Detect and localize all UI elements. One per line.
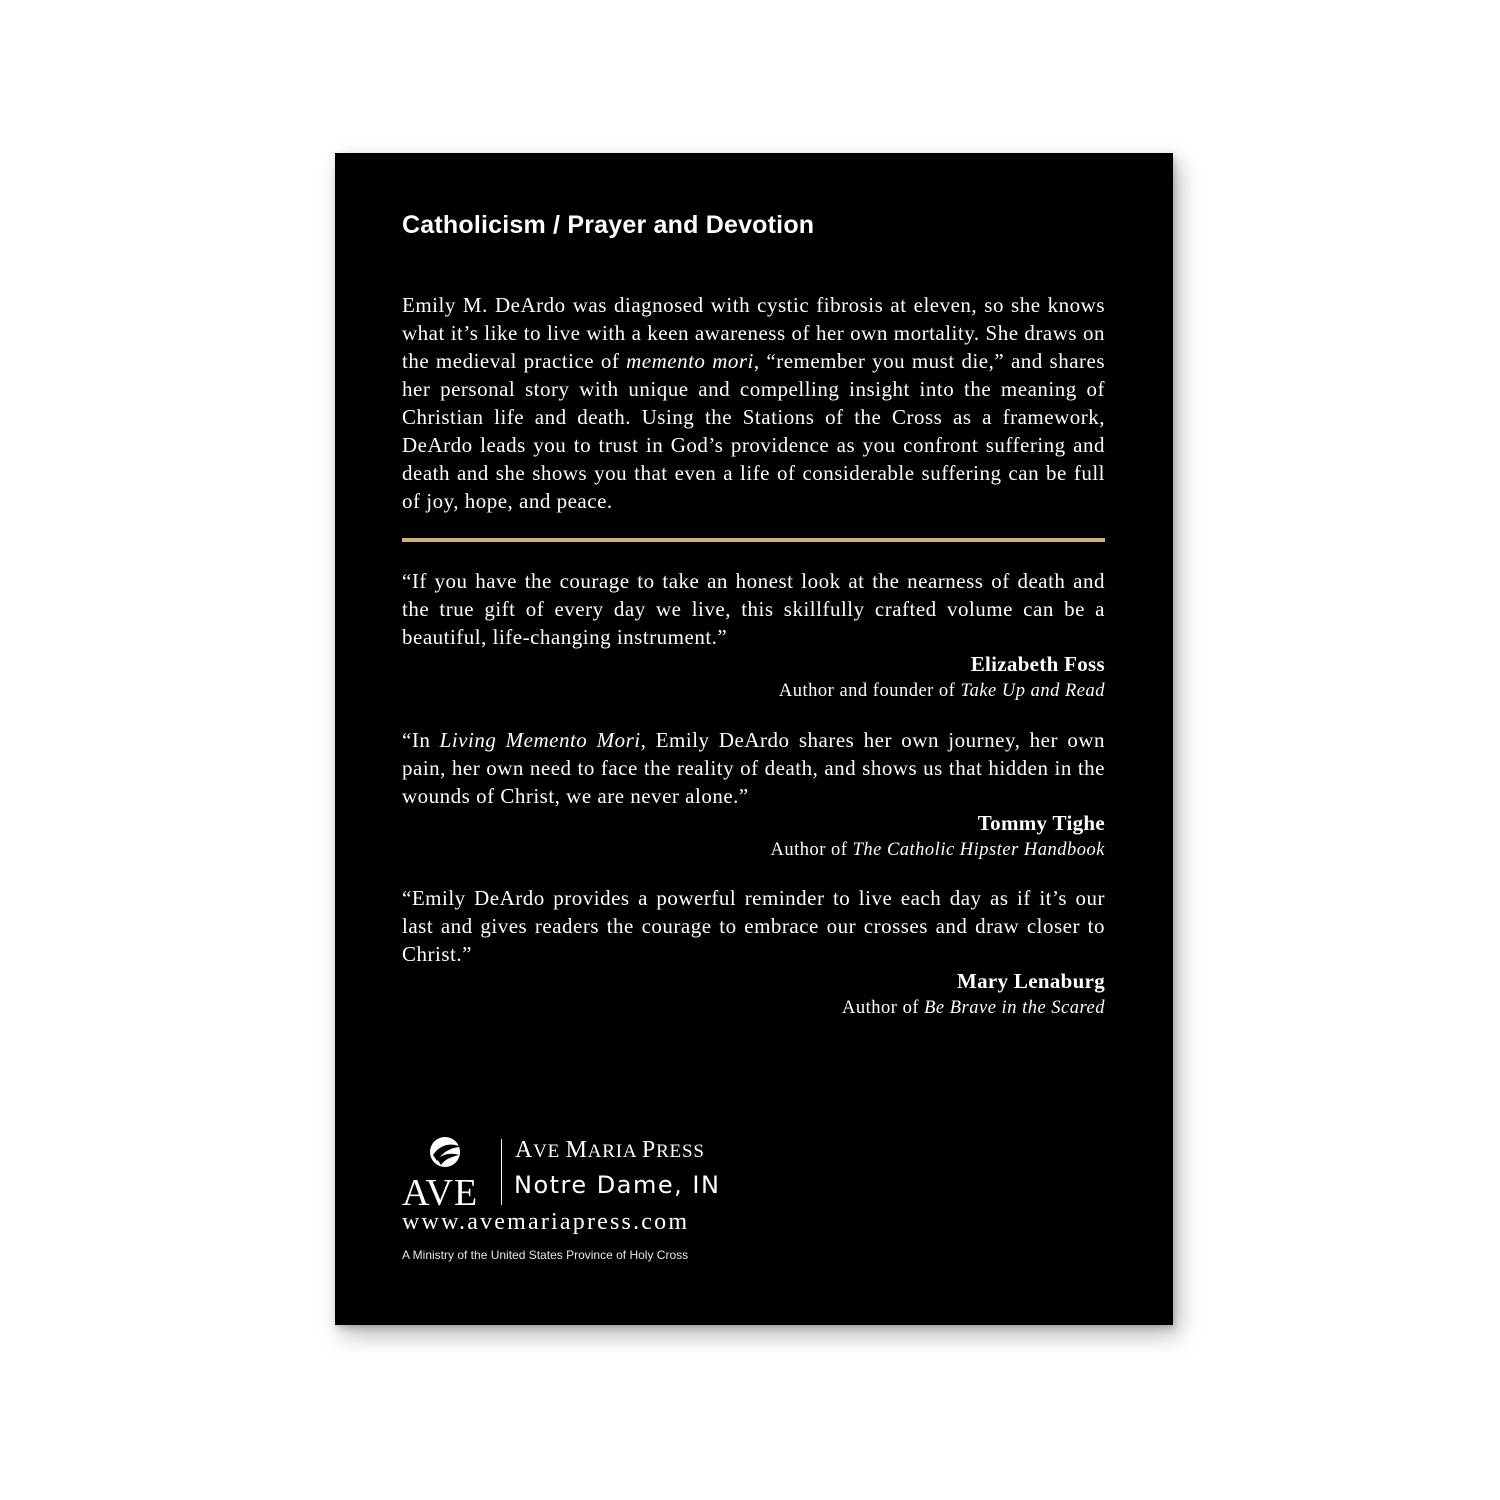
ave-maria-press-logo-icon bbox=[427, 1135, 467, 1171]
publisher-location: Notre Dame, IN bbox=[514, 1171, 721, 1199]
endorsement-2 bbox=[402, 726, 1105, 863]
book-description: Emily M. DeArdo was diagnosed with cystic fibrosis at eleven, so she knows what it’s like to live with a keen awareness of her own mortality. She draws on the medieval practice of memento mori, “remember you must die,” and shares her personal story with unique and compelling insight into the meaning of Christian life and death. Using the Stations of the Cross as a framework, DeArdo leads you to trust in God’s providence as you confront suffering and death and she shows you that even a life of considerable suffering can be full of joy, hope, and peace. bbox=[402, 293, 1106, 513]
book-back-cover bbox=[335, 153, 1173, 1325]
endorsement-quote: “In Living Memento Mori, Emily DeArdo shares her own journey, her own pain, her own need to face the reality of death, and shows us that hidden in the wounds of Christ, we are never alone.” bbox=[402, 728, 1105, 808]
endorsement-quote: “If you have the courage to take an honest look at the nearness of death and the true gift of every day we live, this skillfully crafted volume can be a beautiful, life-changing instrument.” bbox=[402, 569, 1105, 649]
endorsement-quote: “Emily DeArdo provides a powerful reminder to live each day as if it’s our last and gives readers the courage to embrace our crosses and draw closer to Christ.” bbox=[402, 886, 1105, 966]
publisher-name: AVE MARIA PRESS bbox=[515, 1137, 705, 1163]
endorsement-1 bbox=[402, 567, 1105, 704]
endorser-role: Author of Be Brave in the Scared bbox=[842, 998, 1105, 1018]
logo-divider bbox=[501, 1139, 502, 1205]
logo-wordmark: AVE bbox=[402, 1172, 479, 1214]
endorser-role: Author of The Catholic Hipster Handbook bbox=[770, 840, 1105, 860]
endorsement-3 bbox=[402, 884, 1105, 1021]
endorsement-attribution bbox=[402, 810, 1105, 863]
endorsement-attribution bbox=[402, 651, 1105, 704]
ministry-note: A Ministry of the United States Province of Holy Cross bbox=[402, 1248, 689, 1262]
category-label: Catholicism / Prayer and Devotion bbox=[402, 211, 815, 239]
endorser-name: Elizabeth Foss bbox=[970, 652, 1105, 676]
endorser-role: Author and founder of Take Up and Read bbox=[778, 681, 1105, 701]
publisher-url: www.avemariapress.com bbox=[402, 1209, 690, 1235]
endorser-name: Mary Lenaburg bbox=[957, 969, 1105, 993]
publisher-logo bbox=[402, 1135, 732, 1255]
endorser-name: Tommy Tighe bbox=[977, 811, 1105, 835]
endorsement-attribution bbox=[402, 968, 1105, 1021]
gold-divider bbox=[402, 538, 1105, 542]
